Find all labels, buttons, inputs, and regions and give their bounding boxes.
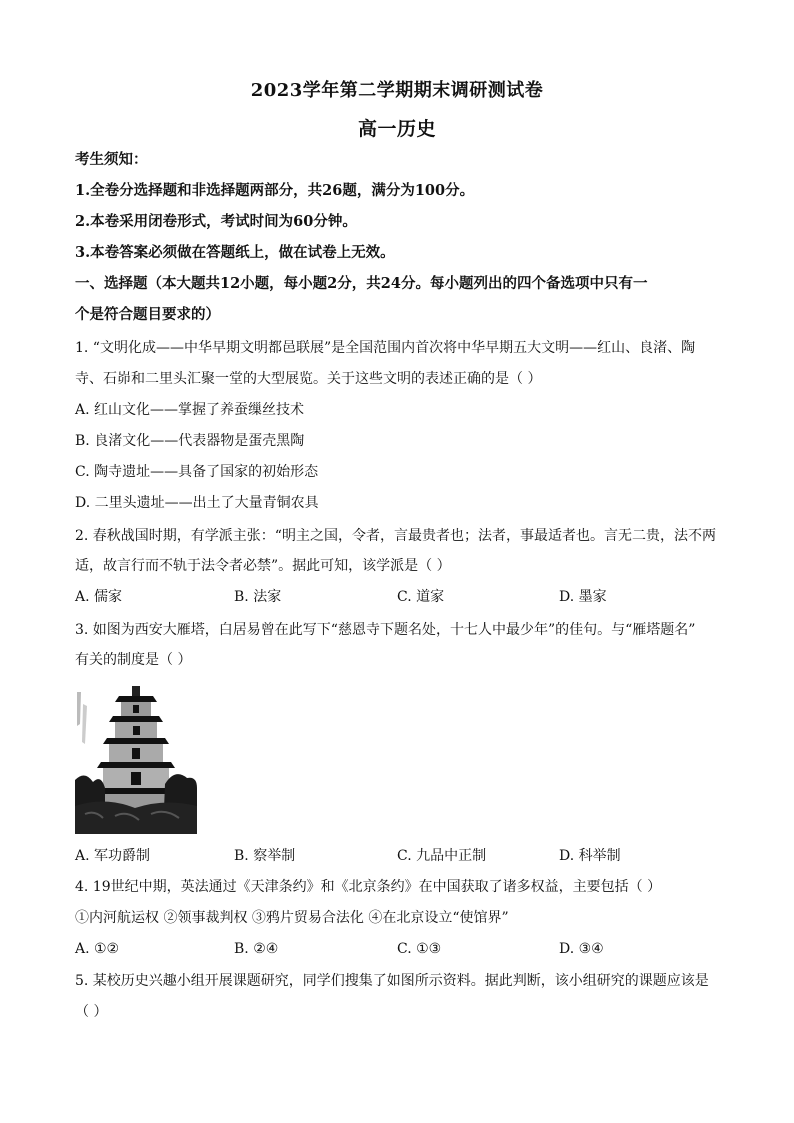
question-2-option-c: C. 道家 [397, 589, 445, 605]
notice-heading: 考生须知： [75, 151, 148, 168]
question-4-option-a: A. ①② [75, 941, 120, 957]
question-3-stem-line2: 有关的制度是（ ） [75, 652, 192, 668]
notice-item-3: 3.本卷答案必须做在答题纸上，做在试卷上无效。 [75, 244, 395, 261]
question-1-option-c: C. 陶寺遗址——具备了国家的初始形态 [75, 464, 319, 480]
question-4-option-b: B. ②④ [234, 941, 279, 957]
question-1-option-a: A. 红山文化——掌握了养蚕缫丝技术 [75, 402, 305, 418]
question-3-option-a: A. 军功爵制 [75, 848, 151, 864]
section-heading-line1: 一、选择题（本大题共12小题，每小题2分，共24分。每小题列出的四个备选项中只有一 [75, 275, 648, 292]
question-3-option-b: B. 察举制 [234, 848, 296, 864]
question-3-stem-line1: 3. 如图为西安大雁塔，白居易曾在此写下“慈恩寺下题名处，十七人中最少年”的佳句。与“雁塔题名” [75, 622, 696, 638]
question-2-option-b: B. 法家 [234, 589, 282, 605]
question-4-option-d: D. ③④ [559, 941, 604, 957]
question-2-option-a: A. 儒家 [75, 589, 123, 605]
section-heading-line2: 个是符合题目要求的） [75, 306, 220, 323]
giant-wild-goose-pagoda-image [75, 684, 197, 834]
question-5-stem-line1: 5. 某校历史兴趣小组开展课题研究，同学们搜集了如图所示资料。据此判断，该小组研究的课题应该是 [75, 973, 709, 989]
question-1-option-d: D. 二里头遗址——出土了大量青铜农具 [75, 495, 319, 511]
question-2-stem-line1: 2. 春秋战国时期，有学派主张：“明主之国，令者，言最贵者也；法者，事最适者也。言无二贵，法不两 [75, 528, 716, 544]
question-4-option-c: C. ①③ [397, 941, 442, 957]
question-2-stem-line2: 适，故言行而不轨于法令者必禁”。据此可知，该学派是（ ） [75, 558, 451, 574]
question-1-stem-line2: 寺、石峁和二里头汇聚一堂的大型展览。关于这些文明的表述正确的是（ ） [75, 371, 542, 387]
question-4-stem-line2: ①内河航运权 ②领事裁判权 ③鸦片贸易合法化 ④在北京设立“使馆界” [75, 910, 509, 926]
question-3-option-c: C. 九品中正制 [397, 848, 487, 864]
notice-item-1: 1.全卷分选择题和非选择题两部分，共26题，满分为100分。 [75, 182, 475, 199]
exam-title: 2023学年第二学期期末调研测试卷 [250, 80, 544, 101]
question-3-option-d: D. 科举制 [559, 848, 621, 864]
question-4-stem-line1: 4. 19世纪中期，英法通过《天津条约》和《北京条约》在中国获取了诸多权益，主要包括（ ） [75, 879, 662, 895]
exam-subject: 高一历史 [357, 118, 436, 140]
question-1-option-b: B. 良渚文化——代表器物是蛋壳黑陶 [75, 433, 305, 449]
notice-item-2: 2.本卷采用闭卷形式，考试时间为60分钟。 [75, 213, 357, 230]
question-5-stem-line2: （ ） [75, 1004, 108, 1020]
question-1-stem-line1: 1. “文明化成——中华早期文明都邑联展”是全国范围内首次将中华早期五大文明——红山、良渚、陶 [75, 340, 696, 356]
question-2-option-d: D. 墨家 [559, 589, 607, 605]
